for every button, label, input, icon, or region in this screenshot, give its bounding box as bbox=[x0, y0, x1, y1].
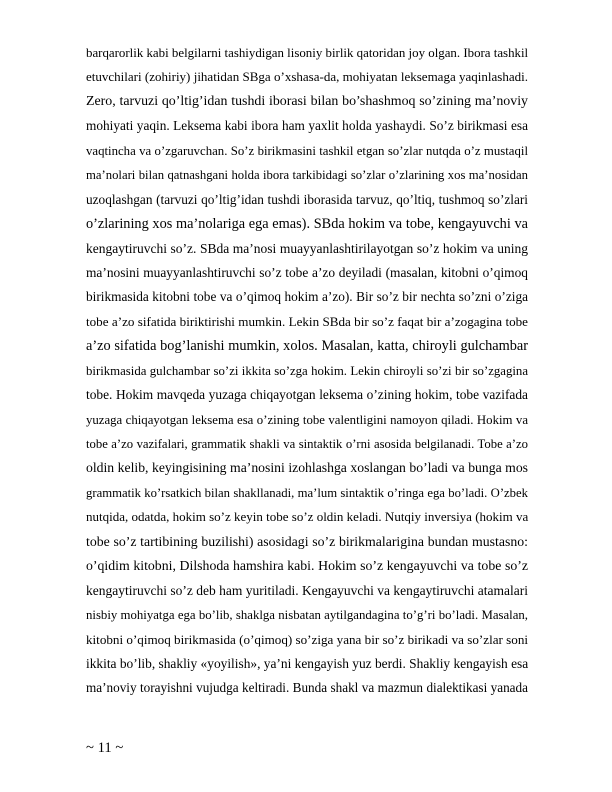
body-text bbox=[86, 41, 528, 701]
text-line: tobe. Hokim mavqeda yuzaga chiqayotgan leksema o’zining hokim, tobe vazifada bbox=[86, 387, 528, 403]
text-line: mohiyati yaqin. Leksema kabi ibora ham yaxlit holda yashaydi. So’z birikmasi esa bbox=[86, 118, 528, 134]
text-line: uzoqlashgan (tarvuzi qo’ltig’idan tushdi iborasida tarvuz, qo’ltiq, tushmoq so’zlari bbox=[86, 191, 528, 207]
text-line: ikkita bo’lib, shakliy «yoyilish», ya’ni kengayish yuz berdi. Shakliy kengayish esa bbox=[86, 655, 529, 671]
text-line: kitobni o’qimoq birikmasida (o’qimoq) so’ziga yana bir so’z birikadi va so’zlar soni bbox=[86, 631, 528, 647]
text-line: vaqtincha va o’zgaruvchan. So’z birikmasini tashkil etgan so’zlar nutqda o’z mustaqil bbox=[86, 143, 528, 158]
text-line: etuvchilari (zohiriy) jihatidan SBga o’xshasa-da, mohiyatan leksemaga yaqinlashadi. bbox=[86, 69, 528, 85]
text-line: kengaytiruvchi so’z. SBda ma’nosi muayyanlashtirilayotgan so’z hokim va uning bbox=[86, 240, 528, 256]
text-line: kengaytiruvchi so’z deb ham yuritiladi. Kengayuvchi va kengaytiruvchi atamalari bbox=[86, 582, 528, 598]
text-line: grammatik ko’rsatkich bilan shakllanadi, ma’lum sintaktik o’ringa ega bo’ladi. O’zbek bbox=[86, 485, 528, 500]
text-line: ma’nosini muayyanlashtiruvchi so’z tobe a’zo deyiladi (masalan, kitobni o’qimoq bbox=[86, 264, 528, 280]
text-line: nutqida, odatda, hokim so’z keyin tobe so’z oldin keladi. Nutqiy inversiya (hokim va bbox=[86, 509, 529, 525]
text-line: barqarorlik kabi belgilarni tashiydigan lisoniy birlik qatoridan joy olgan. Ibora tashkil bbox=[86, 46, 529, 60]
text-line: oldin kelib, keyingisining ma’nosini izohlashga xoslangan bo’ladi va bunga mos bbox=[86, 460, 528, 476]
text-line: a’zo sifatida bog’lanishi mumkin, xolos. Masalan, katta, chiroyli gulchambar bbox=[86, 338, 528, 355]
text-line: tobe so’z tartibining buzilishi) asosidagi so’z birikmalarigina bundan mustasno: bbox=[86, 533, 528, 549]
text-line: birikmasida kitobni tobe va o’qimoq hokim a’zo). Bir so’z bir nechta so’zni o’ziga bbox=[86, 289, 528, 305]
page-number: ~ 11 ~ bbox=[86, 740, 124, 756]
text-line: ma’noviy torayishni vujudga keltiradi. Bunda shakl va mazmun dialektikasi yanada bbox=[86, 680, 528, 696]
text-line: o’zlarining xos ma’nolariga ega emas). SBda hokim va tobe, kengayuvchi va bbox=[86, 216, 528, 233]
text-line: birikmasida gulchambar so’zi ikkita so’zga hokim. Lekin chiroyli so’zi bir so’zgagina bbox=[86, 363, 528, 378]
text-line: tobe a’zo sifatida biriktirishi mumkin. Lekin SBda bir so’z faqat bir a’zogagina tobe bbox=[86, 313, 528, 329]
text-line: yuzaga chiqayotgan leksema esa o’zining tobe valentligini namoyon qiladi. Hokim va bbox=[86, 412, 528, 427]
text-line: o’qidim kitobni, Dilshoda hamshira kabi. Hokim so’z kengayuvchi va tobe so’z bbox=[86, 558, 528, 574]
text-line: nisbiy mohiyatga ega bo’lib, shaklga nisbatan aytilgandagina to’g’ri bo’ladi. Masalan, bbox=[86, 608, 528, 623]
text-line: ma’nolari bilan qatnashgani holda ibora tarkibidagi so’zlar o’zlarining xos ma’nosidan bbox=[86, 168, 528, 183]
text-line: tobe a’zo vazifalari, grammatik shakli va sintaktik o’rni asosida belgilanadi. Tobe a’zo bbox=[86, 437, 528, 451]
text-line: Zero, tarvuzi qo’ltig’idan tushdi iborasi bilan bo’shashmoq so’zining ma’noviy bbox=[86, 93, 528, 109]
